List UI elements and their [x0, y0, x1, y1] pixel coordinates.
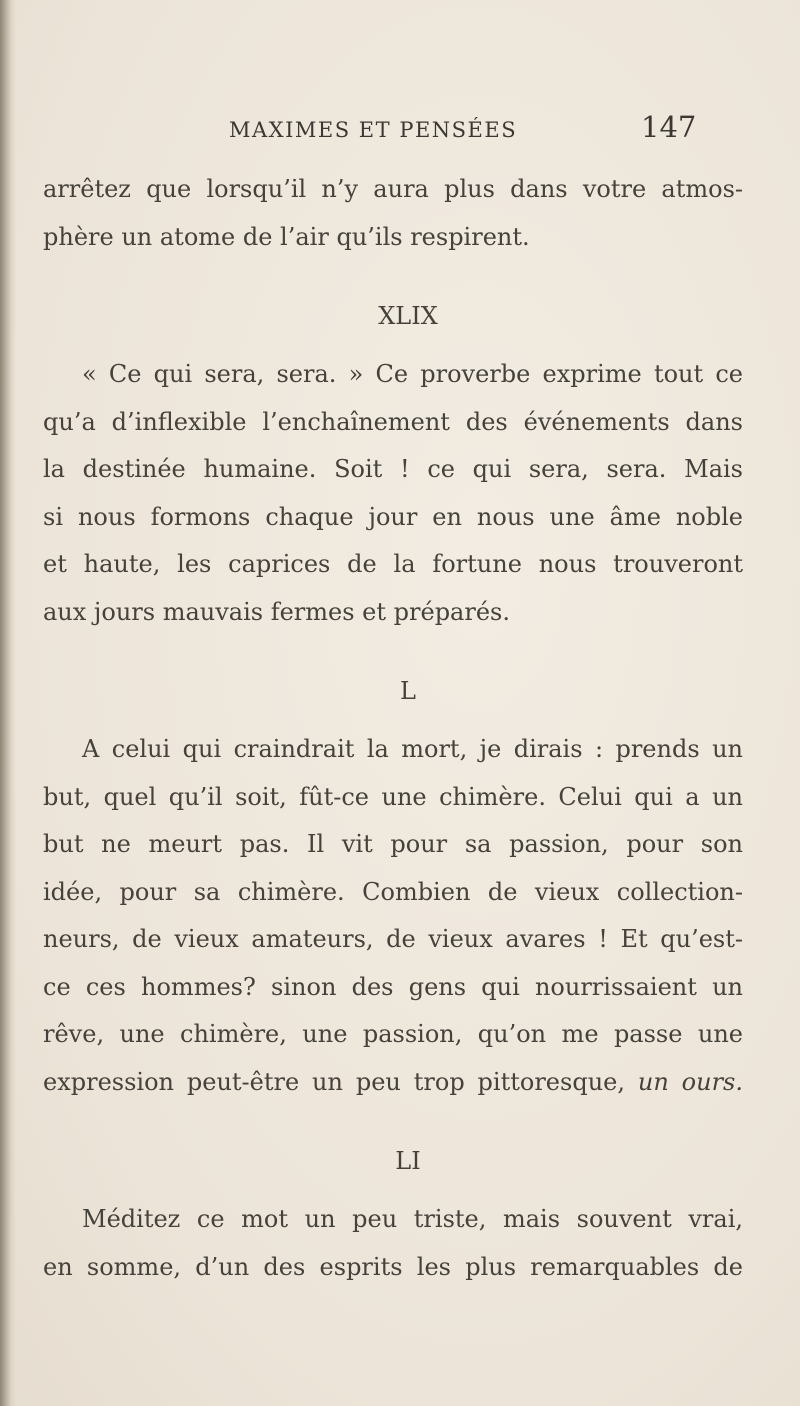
text-line: ce ces hommes? sinon des gens qui nourrissaient un [43, 972, 743, 1001]
text-line: idée, pour sa chimère. Combien de vieux collection- [43, 877, 743, 906]
text-line: Méditez ce mot un peu triste, mais souvent vrai, [82, 1205, 743, 1233]
section-li-text [43, 1196, 743, 1291]
section-l-text [43, 726, 743, 1106]
text-line-roman: expression peut-être un peu trop pittoresque, [43, 1067, 625, 1096]
section-heading-l: L [400, 677, 416, 705]
text-line: but ne meurt pas. Il vit pour sa passion, pour son [43, 830, 743, 858]
page-number: 147 [641, 110, 697, 144]
text-line: si nous formons chaque jour en nous une âme noble [43, 502, 743, 531]
section-xlix-text [43, 351, 743, 636]
text-line: neurs, de vieux amateurs, de vieux avares ! Et qu’est- [43, 925, 743, 953]
text-line: qu’a d’inflexible l’enchaînement des événements dans [43, 407, 743, 436]
text-line: la destinée humaine. Soit ! ce qui sera, sera. Mais [43, 455, 743, 483]
running-title: MAXIMES ET PENSÉES [229, 118, 518, 142]
section-heading-li: LI [395, 1147, 421, 1175]
text-line: « Ce qui sera, sera. » Ce proverbe exprime tout ce [82, 360, 743, 388]
text-line: en somme, d’un des esprits les plus remarquables de [43, 1252, 743, 1281]
text-line: arrêtez que lorsqu’il n’y aura plus dans votre atmos- [43, 175, 743, 203]
section-heading-xlix: XLIX [378, 302, 438, 330]
text-line: A celui qui craindrait la mort, je dirais : prends un [82, 735, 743, 763]
text-line: et haute, les caprices de la fortune nous trouveront [43, 550, 743, 578]
text-line-italic: un ours. [637, 1067, 743, 1096]
paragraph-continuation [43, 166, 743, 261]
page-binding-shadow [0, 0, 16, 1406]
text-line: but, quel qu’il soit, fût-ce une chimère. Celui qui a un [43, 782, 743, 811]
text-line: rêve, une chimère, une passion, qu’on me passe une [43, 1020, 743, 1048]
text-line-last [43, 1059, 743, 1107]
page-body [43, 166, 743, 1291]
text-line: aux jours mauvais fermes et préparés. [43, 597, 510, 626]
text-line: phère un atome de l’air qu’ils respirent. [43, 222, 530, 251]
running-head [0, 110, 800, 158]
